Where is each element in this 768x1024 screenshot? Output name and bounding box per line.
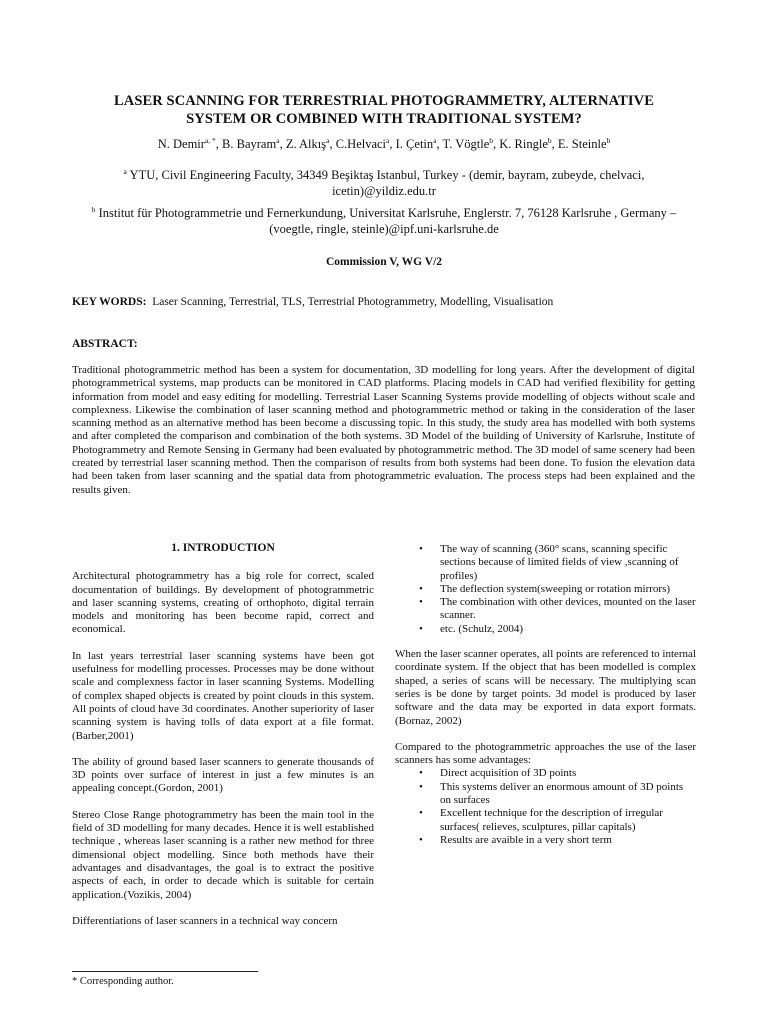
paragraph: In last years terrestrial laser scanning systems have been got usefulness for modelling processes. Processes may be done without scale and complexness factor in laser scanning Systems. Modelling of complex shaped objects is created by point clouds in this system. All points of cloud have 3d coordinates. Another superiority of laser scanning system is having tolls of data export at a file format. (Barber,2001) [72,649,374,742]
author: K. Ringle$^b$ [499,136,552,151]
paragraph: When the laser scanner operates, all points are referenced to internal coordinate system. If the object that has been modelled is complex shaped, a series of scans will be necessary. The multiplying scan series is be done by target points. 3d model is produced by laser software and the data may be exported in data export formats.(Bornaz, 2002) [395,648,696,727]
footnote: * Corresponding author. [72,976,174,987]
section-heading: 1. INTRODUCTION [171,542,275,554]
paragraph: The ability of ground based laser scanners to generate thousands of 3D points over surface of interest in just a few minutes is an appealing concept.(Gordon, 2001) [72,755,374,795]
author: N. Demir$^{a, *}$ [157,136,216,151]
paragraph: Differentiations of laser scanners in a technical way concern [72,914,338,927]
affiliation-b: $^b$ Institut für Photogrammetrie und Fernerkundung, Universitat Karlsruhe, Englerstr. 7, 76128 Karlsruhe , Germany – (voegtle, ringle, steinle)@ipf.uni-karlsruhe.de [91,205,677,236]
keywords-text: Laser Scanning, Terrestrial, TLS, Terrestrial Photogrammetry, Modelling, Visualisation [152,296,554,308]
right-column [395,543,696,847]
abstract-text: Traditional photogrammetric method has been a system for documentation, 3D modelling for long years. After the development of digital photogrammetrical systems, map products can be monitored in CAD platforms. Placing models in CAD had verified flexibility for getting information from model and easy editing for modelling. Terrestrial Laser Scanning Systems provide modelling of objects without scale and complexness. Likewise the combination of laser scanning method and photogrammetric method or taking in the consideration of the laser scanning method as an alternative method has been become a discussing topic. In this study, the study area has modelled with both systems and after completed the comparison and combination of the both systems. 3D Model of the building of University of Karlsruhe, Institute of Photogrammetry and Remote Sensing in Germany had been evaluated by photogrammetric method. The 3D model of same scenery had been created by terrestrial laser scanning method. Then the comparison of results from both systems had been done. To fusion the elevation data had been taken from laser scanning and the spatial data from photogrammetric evaluation. The process steps had been explained and the results given. [72,364,695,496]
paragraph: Stereo Close Range photogrammetry has been the main tool in the field of 3D modelling for many decades. Hence it is well established technique , whereas laser scanning is a rather new method for three dimensional object modelling. Since both methods have their advantages and disadvantages, the goal is to extract the positive aspects of each, in order to decade which is suitable for certain application.(Vozikis, 2004) [72,808,374,901]
author: B. Bayram$^a$ [222,136,280,151]
author: Z. Alkış$^a$ [285,136,330,151]
commission-line: Commission V, WG V/2 [325,256,443,268]
paragraph: Compared to the photogrammetric approaches the use of the laser scanners has some advantages: [395,740,696,767]
title-line-1: LASER SCANNING FOR TERRESTRIAL PHOTOGRAMMETRY, ALTERNATIVE [113,93,655,109]
paragraph: Architectural photogrammetry has a big role for correct, scaled documentation of buildings. By development of photogrammetric and laser scanning systems, creating of orthophoto, digital terrain models and monitoring has been become rapid, correct and economical. [72,570,374,636]
advantages-list [395,767,696,847]
title-line-2: SYSTEM OR COMBINED WITH TRADITIONAL SYSTEM? [186,111,582,127]
author-list: N. Demir$^{a, *}$, B. Bayram$^a$, Z. Alkış$^a$, C.Helvaci$^a$, I. Çetin$^a$, T. Vögtle$^b$, K. Ringle$^b$, E. Steinle$^b$ [157,136,611,151]
list-item: • Direct acquisition of 3D points [395,767,696,780]
author: I. Çetin$^a$ [395,136,437,151]
author: E. Steinle$^b$ [557,136,611,151]
list-item: • Excellent technique for the description of irregular surfaces( relieves, sculptures, pillar capitals) [395,807,696,834]
list-item: • Results are avaible in a very short term [395,834,696,847]
left-column [72,542,374,941]
keywords-label: KEY WORDS: [72,296,147,308]
abstract-heading: ABSTRACT: [72,338,138,350]
list-item: • The combination with other devices, mounted on the laser scanner. [395,596,696,623]
list-item: • This systems deliver an enormous amount of 3D points on surfaces [395,781,696,808]
scanner-differences-list [395,543,696,636]
affiliation-a: $^a$ YTU, Civil Engineering Faculty, 34349 Beşiktaş Istanbul, Turkey - (demir, bayram, zubeyde, chelvaci, icetin)@yildiz.edu.tr [123,167,645,198]
footnote-divider [72,971,258,972]
list-item: • The deflection system(sweeping or rotation mirrors) [395,583,696,596]
author: T. Vögtle$^b$ [442,136,494,151]
list-item: • etc. (Schulz, 2004) [395,623,696,636]
paper-title [60,92,708,128]
author: C.Helvaci$^a$ [335,136,390,151]
keywords [72,296,708,308]
list-item: • The way of scanning (360° scans, scanning specific sections because of limited fields of view ,scanning of profiles) [395,543,696,583]
